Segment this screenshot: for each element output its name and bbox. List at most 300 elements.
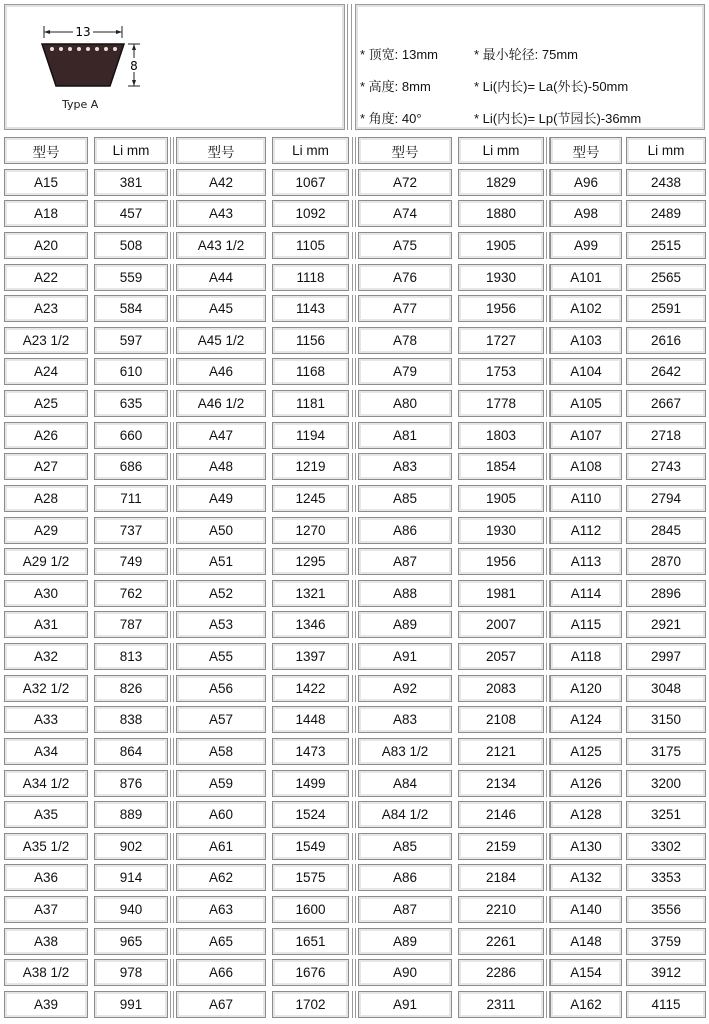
header-li-mm: Li mm (626, 137, 706, 164)
model-cell: A67 (176, 991, 266, 1018)
column-group-divider (546, 169, 550, 196)
li-length-cell: 3150 (626, 706, 706, 733)
li-length-cell: 940 (94, 896, 168, 923)
li-length-cell: 1727 (458, 327, 544, 354)
model-cell: A46 (176, 358, 266, 385)
column-group-divider (170, 327, 174, 354)
li-length-cell: 1880 (458, 200, 544, 227)
model-cell: A38 1/2 (4, 959, 88, 986)
model-cell: A140 (550, 896, 622, 923)
model-cell: A52 (176, 580, 266, 607)
model-cell: A28 (4, 485, 88, 512)
model-cell: A49 (176, 485, 266, 512)
spec-height: * 高度: 8mm (360, 79, 431, 94)
column-group-divider (546, 517, 550, 544)
model-cell: A46 1/2 (176, 390, 266, 417)
model-cell: A91 (358, 643, 452, 670)
li-length-cell: 737 (94, 517, 168, 544)
li-length-cell: 2134 (458, 770, 544, 797)
spec-top-width: * 顶宽: 13mm (360, 47, 439, 62)
model-cell: A102 (550, 295, 622, 322)
model-cell: A29 (4, 517, 88, 544)
column-group-divider (546, 422, 550, 449)
li-length-cell: 3251 (626, 801, 706, 828)
li-length-cell: 1219 (272, 453, 349, 480)
model-cell: A104 (550, 358, 622, 385)
model-cell: A47 (176, 422, 266, 449)
model-cell: A125 (550, 738, 622, 765)
li-length-cell: 1676 (272, 959, 349, 986)
li-length-cell: 876 (94, 770, 168, 797)
column-group-divider (546, 295, 550, 322)
column-group-divider (546, 580, 550, 607)
width-dimension-label: 13 (75, 25, 91, 39)
table-row (0, 799, 709, 831)
spec-min-pulley-diameter: * 最小轮径: 75mm (474, 47, 579, 62)
table-row (0, 768, 709, 800)
column-group-divider (170, 864, 174, 891)
li-length-cell: 686 (94, 453, 168, 480)
li-length-cell: 3302 (626, 833, 706, 860)
column-group-divider (170, 548, 174, 575)
li-length-cell: 1118 (272, 264, 349, 291)
column-group-divider (170, 801, 174, 828)
model-cell: A96 (550, 169, 622, 196)
li-length-cell: 610 (94, 358, 168, 385)
li-length-cell: 1092 (272, 200, 349, 227)
li-length-cell: 1930 (458, 517, 544, 544)
model-cell: A32 (4, 643, 88, 670)
model-cell: A114 (550, 580, 622, 607)
li-length-cell: 2210 (458, 896, 544, 923)
model-cell: A42 (176, 169, 266, 196)
column-group-divider (170, 517, 174, 544)
table-row (0, 420, 709, 452)
table-row (0, 388, 709, 420)
li-length-cell: 1168 (272, 358, 349, 385)
li-length-cell: 1753 (458, 358, 544, 385)
model-cell: A58 (176, 738, 266, 765)
column-group-divider (352, 770, 356, 797)
table-row (0, 862, 709, 894)
header-model: 型号 (176, 137, 266, 164)
model-cell: A115 (550, 611, 622, 638)
model-cell: A75 (358, 232, 452, 259)
model-cell: A120 (550, 675, 622, 702)
column-group-divider (352, 232, 356, 259)
li-length-cell: 584 (94, 295, 168, 322)
li-length-cell: 1702 (272, 991, 349, 1018)
li-length-cell: 3912 (626, 959, 706, 986)
li-length-cell: 1156 (272, 327, 349, 354)
model-cell: A25 (4, 390, 88, 417)
column-group-divider (352, 801, 356, 828)
li-length-cell: 1422 (272, 675, 349, 702)
model-cell: A118 (550, 643, 622, 670)
model-cell: A20 (4, 232, 88, 259)
model-cell: A89 (358, 611, 452, 638)
li-length-cell: 965 (94, 928, 168, 955)
column-group-divider (352, 991, 356, 1018)
model-cell: A85 (358, 485, 452, 512)
table-row (0, 641, 709, 673)
table-row (0, 325, 709, 357)
li-length-cell: 2642 (626, 358, 706, 385)
li-length-cell: 2159 (458, 833, 544, 860)
column-group-divider (546, 738, 550, 765)
table-row (0, 926, 709, 958)
column-group-divider (352, 200, 356, 227)
li-length-cell: 838 (94, 706, 168, 733)
model-cell: A27 (4, 453, 88, 480)
model-cell: A56 (176, 675, 266, 702)
column-group-divider (546, 928, 550, 955)
table-header-row (0, 135, 709, 167)
model-cell: A154 (550, 959, 622, 986)
column-group-divider (170, 675, 174, 702)
model-cell: A84 (358, 770, 452, 797)
model-cell: A80 (358, 390, 452, 417)
li-length-cell: 1956 (458, 548, 544, 575)
column-group-divider (352, 264, 356, 291)
column-group-divider (352, 453, 356, 480)
column-group-divider (352, 580, 356, 607)
li-length-cell: 3175 (626, 738, 706, 765)
model-cell: A45 1/2 (176, 327, 266, 354)
model-cell: A83 (358, 453, 452, 480)
li-length-cell: 1905 (458, 232, 544, 259)
column-group-divider (170, 295, 174, 322)
column-group-divider (170, 833, 174, 860)
table-row (0, 167, 709, 199)
model-cell: A45 (176, 295, 266, 322)
li-length-cell: 2261 (458, 928, 544, 955)
li-length-cell: 762 (94, 580, 168, 607)
model-cell: A50 (176, 517, 266, 544)
column-group-divider (170, 453, 174, 480)
li-length-cell: 2121 (458, 738, 544, 765)
column-group-divider (170, 611, 174, 638)
li-length-cell: 1499 (272, 770, 349, 797)
column-group-divider (546, 643, 550, 670)
table-row (0, 673, 709, 705)
li-length-cell: 1981 (458, 580, 544, 607)
spec-angle: * 角度: 40° (360, 111, 422, 126)
model-cell: A124 (550, 706, 622, 733)
li-length-cell: 2845 (626, 517, 706, 544)
column-group-divider (546, 611, 550, 638)
model-cell: A26 (4, 422, 88, 449)
model-cell: A31 (4, 611, 88, 638)
column-group-divider (170, 643, 174, 670)
model-cell: A101 (550, 264, 622, 291)
model-cell: A108 (550, 453, 622, 480)
table-row (0, 546, 709, 578)
model-cell: A126 (550, 770, 622, 797)
model-cell: A162 (550, 991, 622, 1018)
li-length-cell: 1829 (458, 169, 544, 196)
model-cell: A91 (358, 991, 452, 1018)
table-row (0, 356, 709, 388)
table-row (0, 894, 709, 926)
model-cell: A90 (358, 959, 452, 986)
li-length-cell: 2997 (626, 643, 706, 670)
column-group-divider (546, 137, 550, 164)
column-group-divider (546, 548, 550, 575)
column-group-divider (546, 991, 550, 1018)
column-group-divider (352, 738, 356, 765)
column-group-divider (352, 928, 356, 955)
column-group-divider (170, 200, 174, 227)
li-length-cell: 1778 (458, 390, 544, 417)
column-group-divider (170, 264, 174, 291)
li-length-cell: 1194 (272, 422, 349, 449)
model-cell: A79 (358, 358, 452, 385)
li-length-cell: 1473 (272, 738, 349, 765)
model-cell: A77 (358, 295, 452, 322)
column-group-divider (546, 390, 550, 417)
model-cell: A87 (358, 896, 452, 923)
model-cell: A22 (4, 264, 88, 291)
li-length-cell: 749 (94, 548, 168, 575)
column-group-divider (352, 643, 356, 670)
li-length-cell: 2921 (626, 611, 706, 638)
column-group-divider (546, 833, 550, 860)
li-length-cell: 914 (94, 864, 168, 891)
column-group-divider (170, 422, 174, 449)
li-length-cell: 2438 (626, 169, 706, 196)
table-row (0, 736, 709, 768)
li-length-cell: 3759 (626, 928, 706, 955)
model-cell: A92 (358, 675, 452, 702)
li-length-cell: 2286 (458, 959, 544, 986)
model-cell: A110 (550, 485, 622, 512)
model-cell: A105 (550, 390, 622, 417)
li-length-cell: 660 (94, 422, 168, 449)
model-cell: A34 (4, 738, 88, 765)
column-group-divider (546, 232, 550, 259)
model-cell: A36 (4, 864, 88, 891)
li-length-cell: 2591 (626, 295, 706, 322)
model-cell: A130 (550, 833, 622, 860)
column-group-divider (546, 706, 550, 733)
model-cell: A35 1/2 (4, 833, 88, 860)
li-length-cell: 2743 (626, 453, 706, 480)
column-group-divider (546, 264, 550, 291)
model-cell: A39 (4, 991, 88, 1018)
table-row (0, 262, 709, 294)
li-length-cell: 2007 (458, 611, 544, 638)
column-group-divider (352, 422, 356, 449)
column-group-divider (352, 611, 356, 638)
model-cell: A37 (4, 896, 88, 923)
li-length-cell: 2616 (626, 327, 706, 354)
header-li-mm: Li mm (272, 137, 349, 164)
model-cell: A55 (176, 643, 266, 670)
column-group-divider (546, 770, 550, 797)
li-length-cell: 3200 (626, 770, 706, 797)
column-group-divider (170, 770, 174, 797)
li-length-cell: 381 (94, 169, 168, 196)
model-cell: A84 1/2 (358, 801, 452, 828)
column-group-divider (170, 706, 174, 733)
li-length-cell: 1549 (272, 833, 349, 860)
model-cell: A78 (358, 327, 452, 354)
spec-li-la-formula: * Li(内长)= La(外长)-50mm (474, 79, 629, 94)
li-length-cell: 813 (94, 643, 168, 670)
header-li-mm: Li mm (94, 137, 168, 164)
li-length-cell: 1575 (272, 864, 349, 891)
column-group-divider (546, 801, 550, 828)
model-cell: A88 (358, 580, 452, 607)
header-model: 型号 (4, 137, 88, 164)
li-length-cell: 1270 (272, 517, 349, 544)
model-cell: A59 (176, 770, 266, 797)
li-length-cell: 1105 (272, 232, 349, 259)
model-cell: A35 (4, 801, 88, 828)
model-cell: A18 (4, 200, 88, 227)
column-group-divider (170, 580, 174, 607)
li-length-cell: 635 (94, 390, 168, 417)
table-row (0, 293, 709, 325)
table-row (0, 451, 709, 483)
model-cell: A112 (550, 517, 622, 544)
model-cell: A23 (4, 295, 88, 322)
model-cell: A32 1/2 (4, 675, 88, 702)
v-belt-cross-section-diagram (30, 22, 160, 102)
model-cell: A103 (550, 327, 622, 354)
li-length-cell: 787 (94, 611, 168, 638)
column-group-divider (352, 833, 356, 860)
li-length-cell: 559 (94, 264, 168, 291)
column-group-divider (546, 358, 550, 385)
li-length-cell: 1245 (272, 485, 349, 512)
model-cell: A48 (176, 453, 266, 480)
li-length-cell: 1651 (272, 928, 349, 955)
model-cell: A148 (550, 928, 622, 955)
model-cell: A72 (358, 169, 452, 196)
li-length-cell: 991 (94, 991, 168, 1018)
li-length-cell: 1956 (458, 295, 544, 322)
column-group-divider (352, 706, 356, 733)
model-cell: A29 1/2 (4, 548, 88, 575)
model-cell: A85 (358, 833, 452, 860)
li-length-cell: 4115 (626, 991, 706, 1018)
model-cell: A23 1/2 (4, 327, 88, 354)
column-group-divider (546, 896, 550, 923)
model-cell: A61 (176, 833, 266, 860)
table-row (0, 230, 709, 262)
column-group-divider (170, 928, 174, 955)
belt-type-label: Type A (62, 98, 99, 111)
li-length-cell: 2896 (626, 580, 706, 607)
model-cell: A89 (358, 928, 452, 955)
li-length-cell: 1854 (458, 453, 544, 480)
column-group-divider (546, 675, 550, 702)
li-length-cell: 3048 (626, 675, 706, 702)
li-length-cell: 1803 (458, 422, 544, 449)
li-length-cell: 457 (94, 200, 168, 227)
li-length-cell: 1905 (458, 485, 544, 512)
column-group-divider (170, 358, 174, 385)
model-cell: A87 (358, 548, 452, 575)
column-group-divider (352, 675, 356, 702)
column-group-divider (352, 327, 356, 354)
model-cell: A83 (358, 706, 452, 733)
model-cell: A86 (358, 517, 452, 544)
li-length-cell: 2870 (626, 548, 706, 575)
header-divider (347, 4, 352, 130)
li-length-cell: 2515 (626, 232, 706, 259)
model-cell: A66 (176, 959, 266, 986)
li-length-cell: 2489 (626, 200, 706, 227)
model-cell: A76 (358, 264, 452, 291)
column-group-divider (352, 390, 356, 417)
model-cell: A15 (4, 169, 88, 196)
li-length-cell: 978 (94, 959, 168, 986)
model-cell: A63 (176, 896, 266, 923)
table-row (0, 578, 709, 610)
li-length-cell: 1397 (272, 643, 349, 670)
column-group-divider (352, 169, 356, 196)
model-cell: A38 (4, 928, 88, 955)
model-cell: A34 1/2 (4, 770, 88, 797)
li-length-cell: 1321 (272, 580, 349, 607)
column-group-divider (170, 959, 174, 986)
li-length-cell: 2311 (458, 991, 544, 1018)
column-group-divider (352, 517, 356, 544)
spec-li-lp-formula: * Li(内长)= Lp(节园长)-36mm (474, 111, 642, 126)
header-model: 型号 (358, 137, 452, 164)
model-cell: A132 (550, 864, 622, 891)
column-group-divider (170, 169, 174, 196)
li-length-cell: 3353 (626, 864, 706, 891)
column-group-divider (546, 453, 550, 480)
column-group-divider (546, 327, 550, 354)
model-cell: A43 1/2 (176, 232, 266, 259)
table-row (0, 609, 709, 641)
column-group-divider (170, 896, 174, 923)
li-length-cell: 1448 (272, 706, 349, 733)
li-length-cell: 1181 (272, 390, 349, 417)
model-cell: A128 (550, 801, 622, 828)
li-length-cell: 1143 (272, 295, 349, 322)
column-group-divider (352, 485, 356, 512)
li-length-cell: 1295 (272, 548, 349, 575)
li-length-cell: 597 (94, 327, 168, 354)
column-group-divider (352, 358, 356, 385)
table-row (0, 831, 709, 863)
belt-length-table (0, 135, 709, 1021)
model-cell: A57 (176, 706, 266, 733)
header-model: 型号 (550, 137, 622, 164)
li-length-cell: 2083 (458, 675, 544, 702)
li-length-cell: 2057 (458, 643, 544, 670)
table-row (0, 957, 709, 989)
li-length-cell: 3556 (626, 896, 706, 923)
li-length-cell: 1930 (458, 264, 544, 291)
li-length-cell: 2667 (626, 390, 706, 417)
column-group-divider (546, 959, 550, 986)
li-length-cell: 864 (94, 738, 168, 765)
column-group-divider (170, 137, 174, 164)
model-cell: A86 (358, 864, 452, 891)
li-length-cell: 1600 (272, 896, 349, 923)
column-group-divider (352, 896, 356, 923)
model-cell: A43 (176, 200, 266, 227)
li-length-cell: 889 (94, 801, 168, 828)
model-cell: A107 (550, 422, 622, 449)
